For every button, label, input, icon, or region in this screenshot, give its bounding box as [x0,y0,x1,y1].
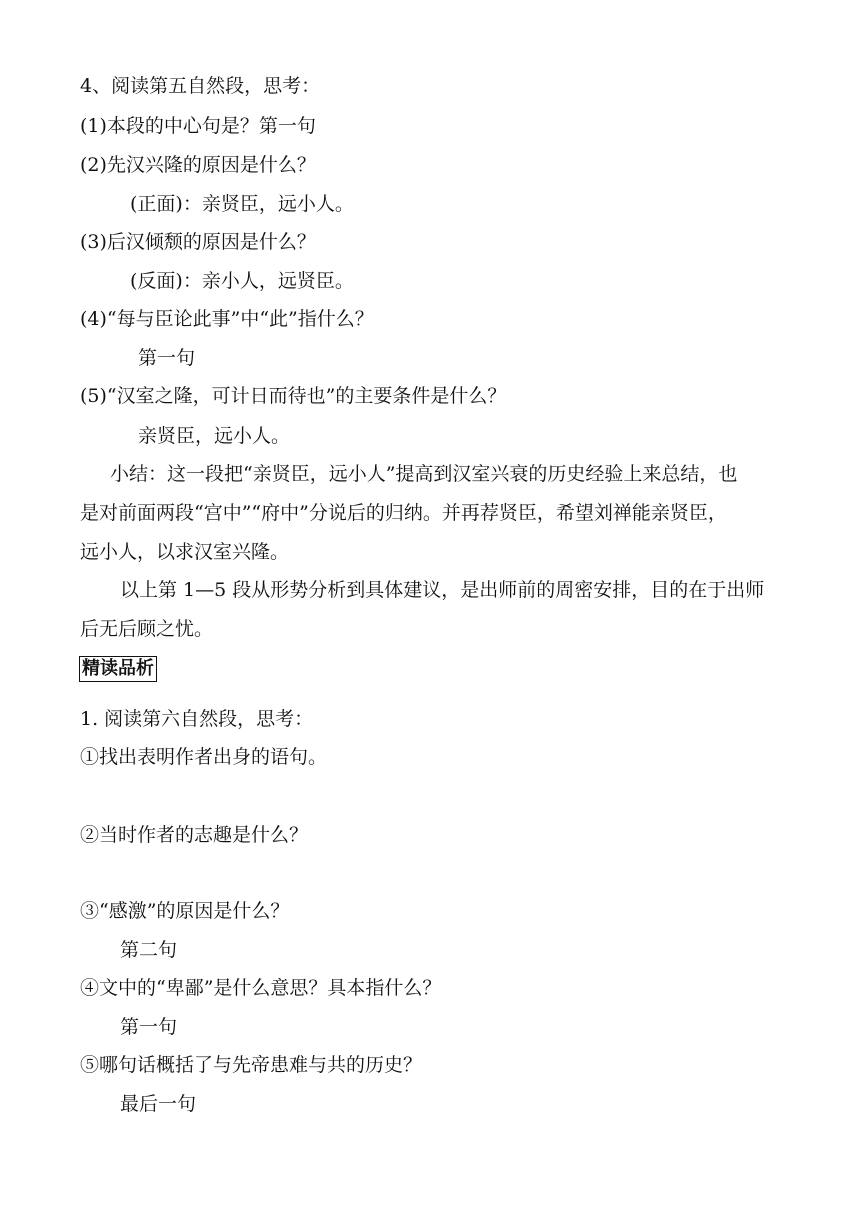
answer-4-2: (正面)：亲贤臣，远小人。 [130,193,354,215]
sub-question-1: ①找出表明作者出身的语句。 [80,746,328,768]
answer-4-4: 第一句 [138,347,196,369]
summary-line-1: 小结：这一段把“亲贤臣，远小人”提高到汉室兴衰的历史经验上来总结，也 [110,463,738,485]
answer-sub-3: 第二句 [120,939,178,961]
answer-sub-4: 第一句 [120,1016,178,1038]
question-4-2: (2)先汉兴隆的原因是什么？ [80,154,316,176]
sub-question-2: ②当时作者的志趣是什么？ [80,824,309,846]
question-4-1: (1)本段的中心句是？第一句 [80,115,316,137]
section-heading: 精读品析 [79,656,157,682]
sub-question-4: ④文中的“卑鄙”是什么意思？具本指什么？ [80,977,442,999]
answer-4-3: (反面)：亲小人，远贤臣。 [130,270,354,292]
question-4-4: (4)“每与臣论此事”中“此”指什么？ [80,308,374,330]
conclusion-line-1: 以上第 1—5 段从形势分析到具体建议，是出师前的周密安排，目的在于出师 [120,579,765,601]
question-4-3: (3)后汉倾颓的原因是什么？ [80,231,316,253]
answer-sub-5: 最后一句 [120,1093,197,1115]
answer-4-5: 亲贤臣，远小人。 [138,425,291,447]
conclusion-line-2: 后无后顾之忧。 [80,618,214,640]
sub-question-3: ③“感激”的原因是什么？ [80,900,290,922]
summary-line-2: 是对前面两段“宫中”“府中”分说后的归纳。并再荐贤臣，希望刘禅能亲贤臣， [80,502,727,524]
question-4-5: (5)“汉室之隆，可计日而待也”的主要条件是什么？ [80,385,507,407]
question-1-heading: 1. 阅读第六自然段，思考： [80,708,314,730]
question-4-heading: 4、阅读第五自然段，思考： [80,75,321,97]
summary-line-3: 远小人，以求汉室兴隆。 [80,541,290,563]
sub-question-5: ⑤哪句话概括了与先帝患难与共的历史？ [80,1054,423,1076]
